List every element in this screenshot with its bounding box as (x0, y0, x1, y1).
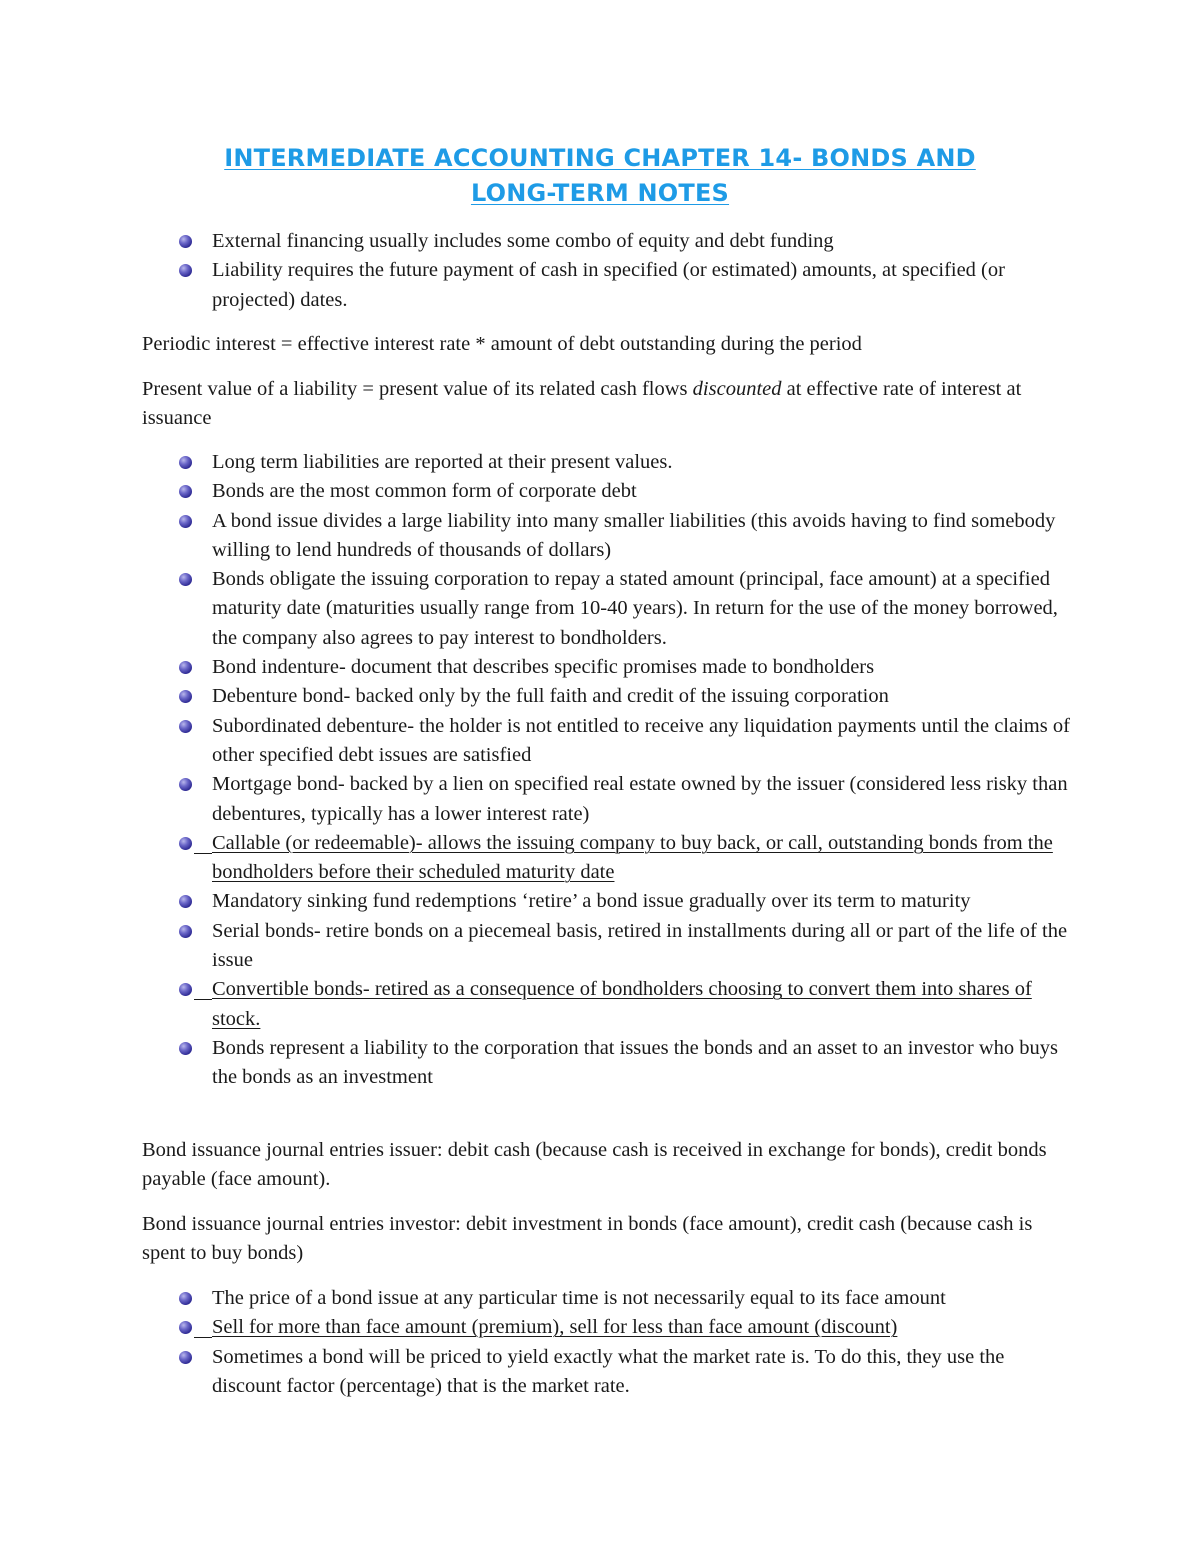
list-item-text: Sometimes a bond will be priced to yield exactly what the market rate is. To do this, they use the discount factor (percentage) that is the market rate. (212, 1345, 1005, 1397)
title-line-1: INTERMEDIATE ACCOUNTING CHAPTER 14- BONDS AND (224, 144, 976, 172)
list-item-text: A bond issue divides a large liability into many smaller liabilities (this avoids having to find somebody willing to lend hundreds of thousands of dollars) (212, 509, 1056, 561)
present-value-paragraph (142, 375, 1072, 434)
sphere-bullet-icon (179, 235, 192, 248)
list-item (142, 975, 1072, 1034)
list-item (142, 227, 1072, 256)
underline-lead-rule (194, 1337, 212, 1338)
list-item (142, 770, 1072, 829)
sphere-bullet-icon (179, 690, 192, 703)
list-item (142, 256, 1072, 315)
sphere-bullet-icon (179, 264, 192, 277)
list-item-text: Serial bonds- retire bonds on a piecemeal basis, retired in installments during all or part of the life of the issue (212, 919, 1068, 972)
list-item-text: Bond indenture- document that describes specific promises made to bondholders (212, 656, 875, 679)
sphere-bullet-icon (179, 1321, 192, 1334)
list-item-text: Subordinated debenture- the holder is not entitled to receive any liquidation payments until the claims of other specified debt issues are satisfied (212, 714, 1070, 766)
sphere-bullet-icon (179, 837, 192, 850)
list-item-text: Bonds obligate the issuing corporation to repay a stated amount (principal, face amount) at a specified maturity date (maturities usually range from 10-40 years). In return for the use of the money borrowed, the company also agrees to pay interest to bondholders. (212, 568, 1058, 649)
list-item-text: Mandatory sinking fund redemptions ‘retire’ a bond issue gradually over its term to maturity (212, 890, 971, 913)
list-item (142, 477, 1072, 506)
underline-lead-rule (194, 853, 212, 854)
sphere-bullet-icon (179, 720, 192, 733)
list-item (142, 712, 1072, 771)
list-item-text: External financing usually includes some combo of equity and debt funding (212, 230, 834, 252)
list-item-text: Debenture bond- backed only by the full faith and credit of the issuing corporation (212, 685, 889, 708)
issuer-journal-paragraph: Bond issuance journal entries issuer: debit cash (because cash is received in exchange for bonds), credit bonds payable (face amount). (142, 1139, 1047, 1191)
list-item-text: Liability requires the future payment of cash in specified (or estimated) amounts, at specified (or projected) dates. (212, 259, 1005, 311)
pv-text-italic: discounted (692, 378, 782, 400)
sphere-bullet-icon (179, 456, 192, 469)
list-item-text: The price of a bond issue at any particular time is not necessarily equal to its face amount (212, 1287, 946, 1309)
bond-price-bullet-list (142, 1284, 1072, 1401)
list-item (142, 1034, 1072, 1093)
list-item (142, 682, 1072, 711)
sphere-bullet-icon (179, 515, 192, 528)
list-item (142, 829, 1072, 888)
sphere-bullet-icon (179, 983, 192, 996)
list-item (142, 917, 1072, 976)
sphere-bullet-icon (179, 925, 192, 938)
underline-lead-rule (194, 999, 212, 1000)
list-item (142, 653, 1072, 682)
sphere-bullet-icon (179, 778, 192, 791)
intro-bullet-list (142, 227, 1072, 315)
sphere-bullet-icon (179, 1292, 192, 1305)
list-item (142, 507, 1072, 566)
sphere-bullet-icon (179, 573, 192, 586)
list-item-text: Convertible bonds- retired as a consequence of bondholders choosing to convert them into shares of stock. (212, 978, 1032, 1030)
bond-facts-bullet-list (142, 448, 1072, 1093)
list-item (142, 1284, 1072, 1313)
sphere-bullet-icon (179, 895, 192, 908)
pv-text-before: Present value of a liability = present value of its related cash flows (142, 378, 693, 400)
list-item (142, 887, 1072, 916)
list-item (142, 1313, 1072, 1342)
list-item-text: Bonds represent a liability to the corporation that issues the bonds and an asset to an investor who buys the bonds as an investment (212, 1036, 1059, 1089)
list-item-text: Mortgage bond- backed by a lien on specified real estate owned by the issuer (considered less risky than debentures, typically has a lower interest rate) (212, 773, 1068, 825)
pv-text-after: at effective rate of interest at issuance (142, 378, 1022, 430)
investor-journal-paragraph: Bond issuance journal entries investor: debit investment in bonds (face amount), credit cash (because cash is spent to buy bonds) (142, 1213, 1033, 1265)
periodic-interest-paragraph: Periodic interest = effective interest rate * amount of debt outstanding during the period (142, 333, 862, 355)
document-title (140, 141, 1060, 211)
list-item (142, 565, 1072, 653)
list-item (142, 1343, 1072, 1402)
list-item-text: Bonds are the most common form of corporate debt (212, 480, 637, 503)
list-item (142, 448, 1072, 477)
list-item-text: Long term liabilities are reported at their present values. (212, 451, 673, 473)
sphere-bullet-icon (179, 1351, 192, 1364)
list-item-text: Sell for more than face amount (premium), sell for less than face amount (discount) (212, 1316, 898, 1339)
sphere-bullet-icon (179, 1042, 192, 1055)
list-item-text: Callable (or redeemable)- allows the issuing company to buy back, or call, outstanding bonds from the bondholders before their scheduled maturity date (212, 831, 1053, 884)
sphere-bullet-icon (179, 661, 192, 674)
sphere-bullet-icon (179, 485, 192, 498)
title-line-2: LONG-TERM NOTES (470, 179, 730, 207)
